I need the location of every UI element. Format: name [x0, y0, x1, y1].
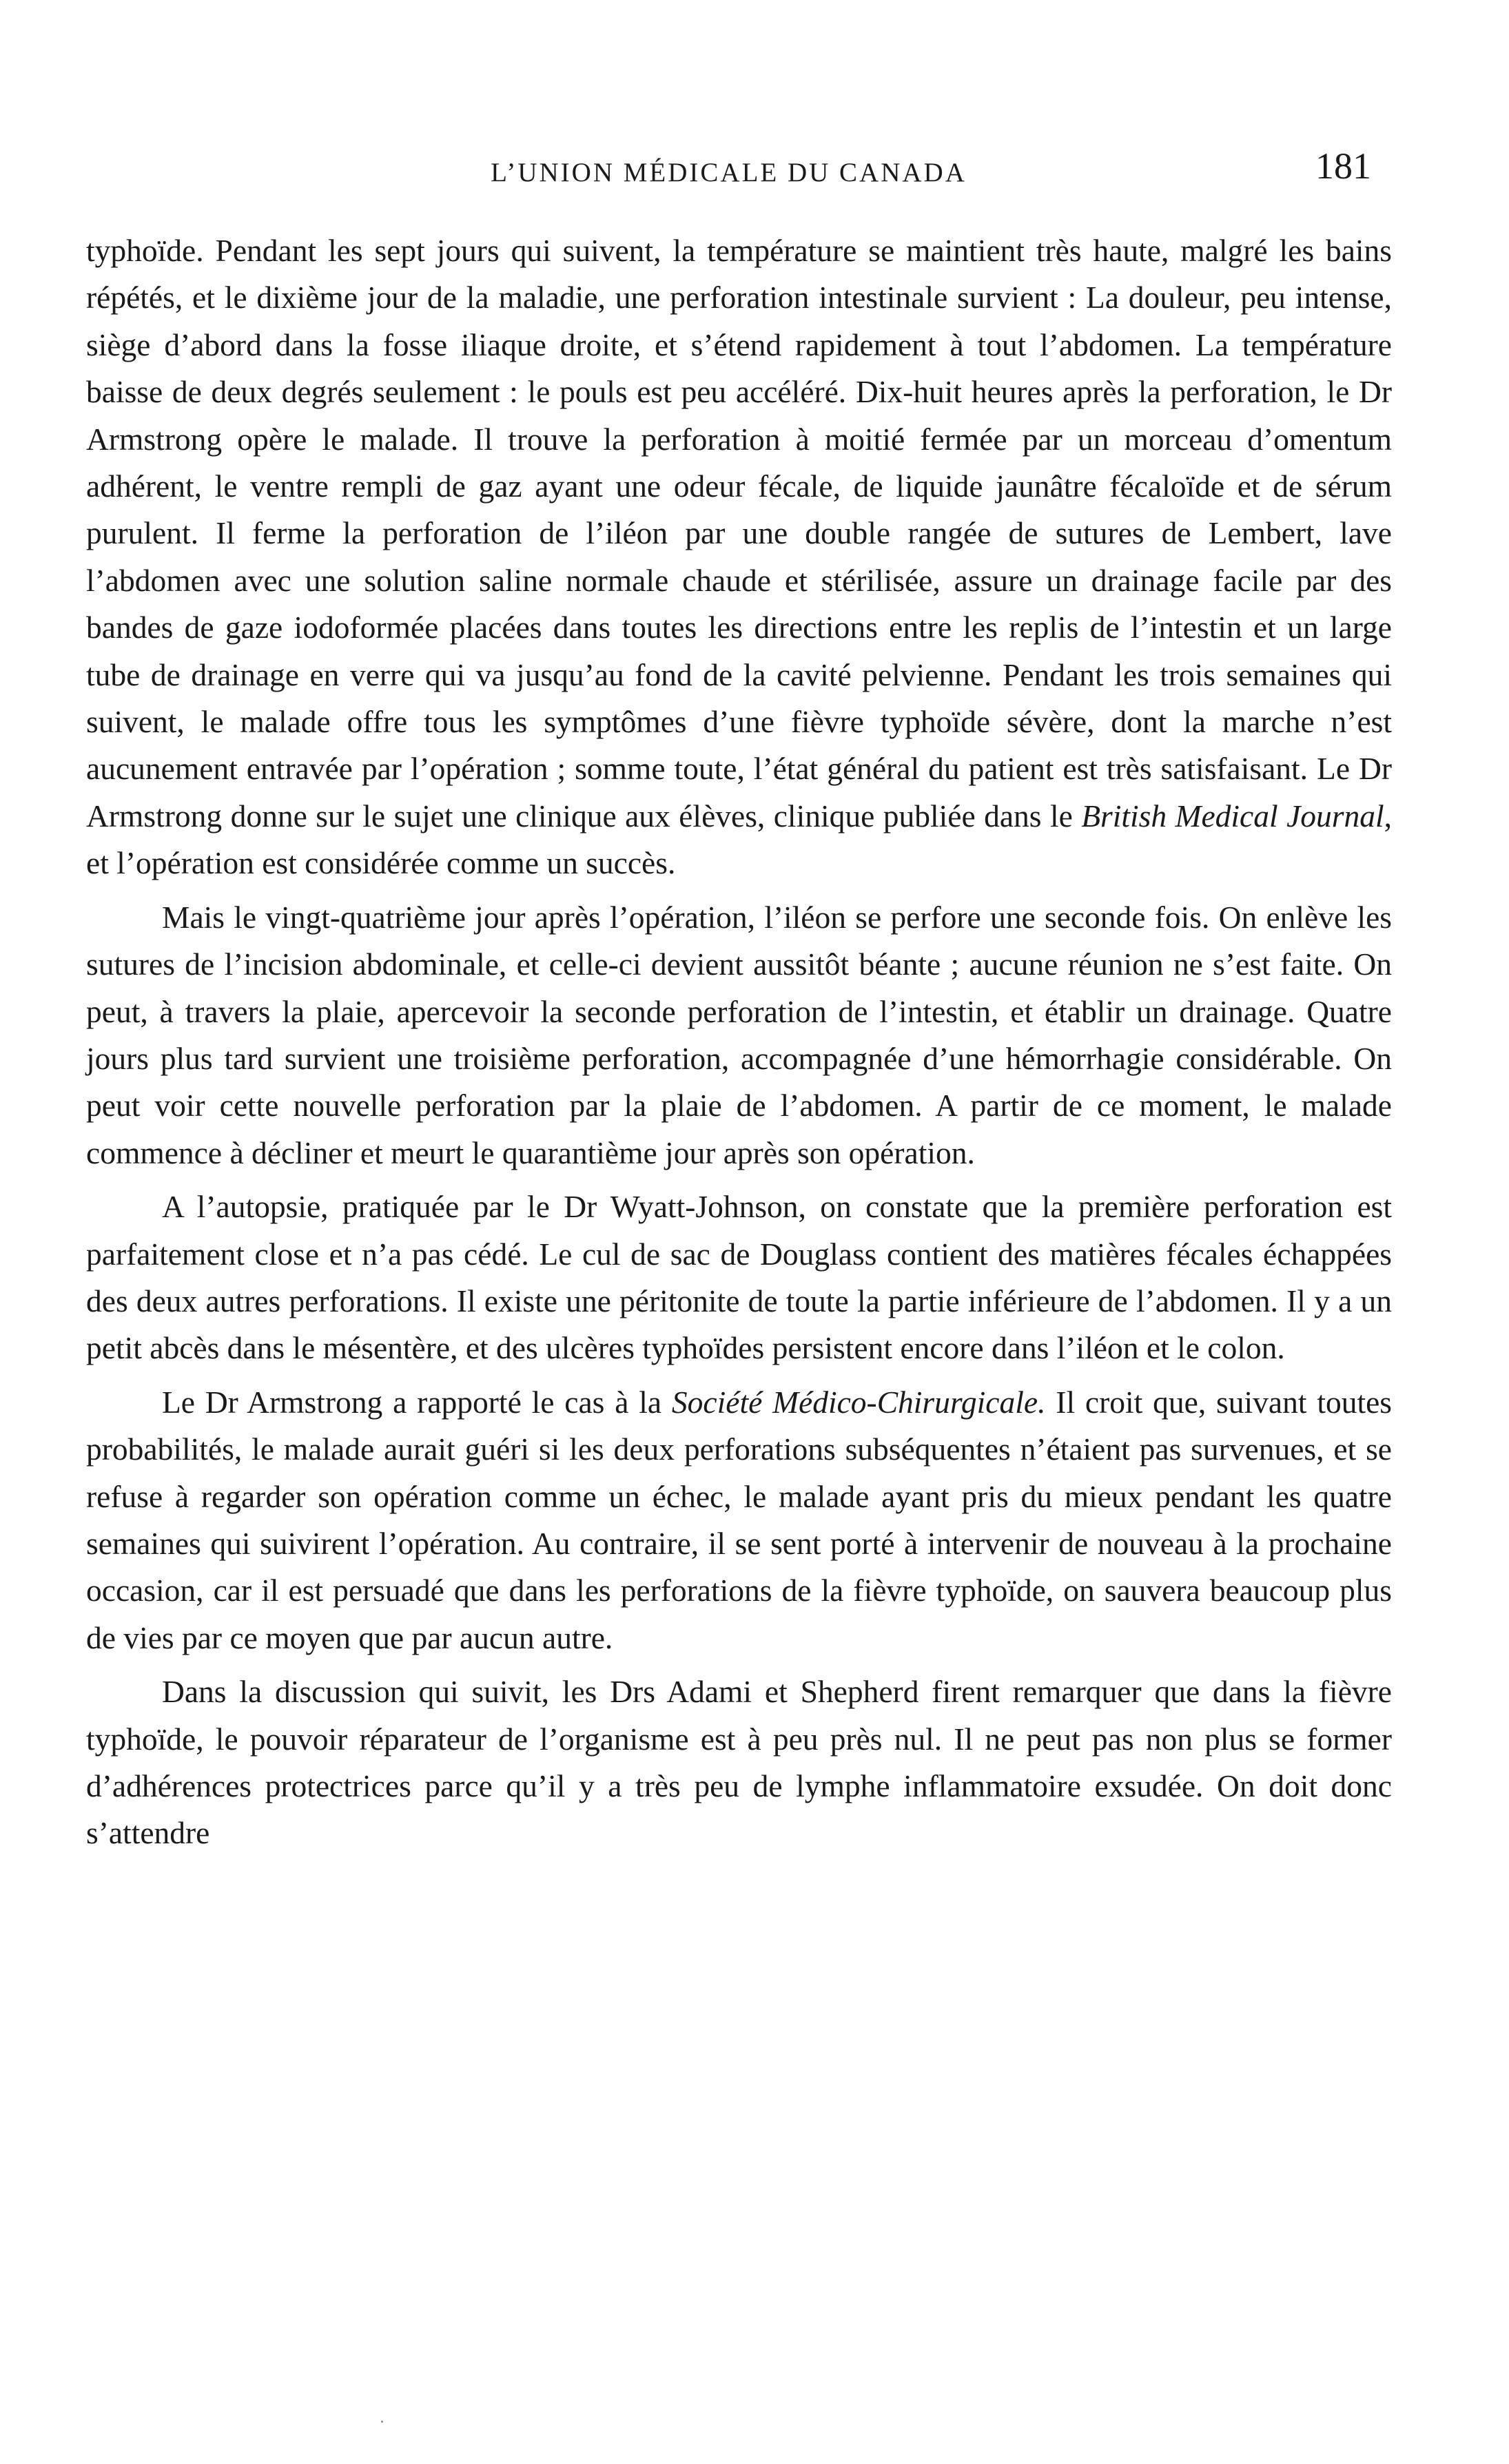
paragraph-1-text-b: , et l’opération est considérée comme un succès.	[86, 798, 1392, 881]
page-number: 181	[1315, 145, 1371, 187]
paragraph-1	[86, 227, 1392, 887]
paragraph-4-text-a: Le Dr Armstrong a rapporté le cas à la	[162, 1384, 672, 1420]
paragraph-5	[86, 1668, 1392, 1857]
paragraph-1-text-a: typhoïde. Pendant les sept jours qui suivent, la température se maintient très haute, malgré les bains répétés, et le dixième jour de la maladie, une perforation intestinale survient : La douleur, peu intense, siège d’abord dans la fosse iliaque droite, et s’étend rapidement à tout l’abdomen. La température baisse de deux degrés seulement : le pouls est peu accéléré. Dix-huit heures après la perforation, le Dr Armstrong opère le malade. Il trouve la perforation à moitié fermée par un morceau d’omentum adhérent, le ventre rempli de gaz ayant une odeur fécale, de liquide jaunâtre fécaloïde et de sérum purulent. Il ferme la perforation de l’iléon par une double rangée de sutures de Lembert, lave l’abdomen avec une solution saline normale chaude et stérilisée, assure un drainage facile par des bandes de gaze iodoformée placées dans toutes les directions entre les replis de l’intestin et un large tube de drainage en verre qui va jusqu’au fond de la cavité pelvienne. Pendant les trois semaines qui suivent, le malade offre tous les symptômes d’une fièvre typhoïde sévère, dont la marche n’est aucunement entravée par l’opération ; somme toute, l’état général du patient est très satisfaisant. Le Dr Armstrong donne sur le sujet une clinique aux élèves, clinique publiée dans le	[86, 233, 1392, 834]
paragraph-2-text: Mais le vingt-quatrième jour après l’opération, l’iléon se perfore une seconde fois. On enlève les sutures de l’incision abdominale, et celle-ci devient aussitôt béante ; aucune réunion ne s’est faite. On peut, à travers la plaie, apercevoir la seconde perforation de l’intestin, et établir un drainage. Quatre jours plus tard survient une troisième perforation, accompagnée d’une hémorrhagie considérable. On peut voir cette nouvelle perforation par la plaie de l’abdomen. A partir de ce moment, le malade commence à décliner et meurt le quarantième jour après son opération.	[86, 899, 1392, 1170]
paragraph-2	[86, 894, 1392, 1177]
running-title: L’UNION MÉDICALE DU CANADA	[491, 158, 967, 187]
paragraph-4-text-b: Il croit que, suivant toutes probabilités, le malade aurait guéri si les deux perforations subséquentes n’étaient pas survenues, et se refuse à regarder son opération comme un échec, le malade ayant pris du mieux pendant les quatre semaines qui suivirent l’opération. Au contraire, il se sent porté à intervenir de nouveau à la prochaine occasion, car il est persuadé que dans les perforations de la fièvre typhoïde, on sauvera beaucoup plus de vies par ce moyen que par aucun autre.	[86, 1384, 1393, 1655]
print-speck	[381, 2421, 383, 2423]
paragraph-4	[86, 1379, 1392, 1661]
journal-title: British Medical Journal	[1081, 798, 1384, 834]
body-text	[86, 227, 1392, 1864]
society-name: Société Médico-Chirurgicale.	[671, 1384, 1046, 1420]
paragraph-3-text: A l’autopsie, pratiquée par le Dr Wyatt-Johnson, on constate que la première perforation est parfaitement close et n’a pas cédé. Le cul de sac de Douglass contient des matières fécales échappées des deux autres perforations. Il existe une péritonite de toute la partie inférieure de l’abdomen. Il y a un petit abcès dans le mésentère, et des ulcères typhoïdes persistent encore dans l’iléon et le colon.	[86, 1189, 1392, 1366]
paragraph-5-text: Dans la discussion qui suivit, les Drs Adami et Shepherd firent remarquer que dans la fièvre typhoïde, le pouvoir réparateur de l’organisme est à peu près nul. Il ne peut pas non plus se former d’adhérences protectrices parce qu’il y a très peu de lymphe inflammatoire exsudée. On doit donc s’attendre	[86, 1674, 1392, 1851]
running-header	[86, 145, 1371, 200]
paragraph-3	[86, 1183, 1392, 1372]
